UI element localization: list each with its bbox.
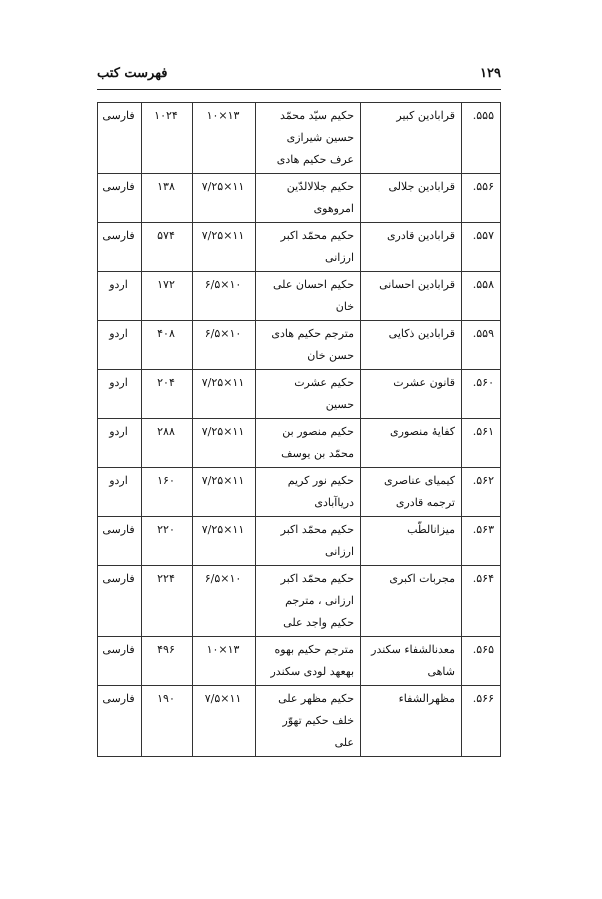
catalog-table: [97, 102, 501, 757]
book-author-cell: [256, 223, 361, 272]
book-size: ۱۱×۷/۲۵: [201, 376, 245, 389]
book-language: فارسی: [102, 109, 135, 122]
running-title: فهرست کتب: [97, 66, 168, 81]
book-author-line: عرف حکیم هادی: [276, 153, 354, 166]
book-title-cell: [361, 223, 462, 272]
book-title-line: کیمیای عناصری: [384, 474, 455, 487]
book-author-line: علی: [334, 736, 354, 749]
page-count: ۱۳۸: [157, 180, 175, 193]
book-language-cell: [98, 686, 142, 757]
table-row: [98, 321, 501, 370]
book-title-cell: [361, 174, 462, 223]
entry-number-cell: [462, 174, 501, 223]
book-language-cell: [98, 370, 142, 419]
entry-number: ۵۶۶.: [472, 692, 494, 705]
page-count: ۱۶۰: [157, 474, 175, 487]
book-size: ۱۱×۷/۲۵: [201, 180, 245, 193]
book-author-cell: [256, 637, 361, 686]
book-author-line: حکیم جلالالدّین: [286, 180, 354, 193]
book-title-line: میزانالطّب: [407, 523, 455, 536]
book-size-cell: [193, 174, 256, 223]
book-author-line: حسین: [325, 398, 354, 411]
page-count-cell: [142, 272, 193, 321]
table-row: [98, 566, 501, 637]
entry-number: ۵۶۳.: [472, 523, 494, 536]
book-author-line: حکیم عشرت: [294, 376, 354, 389]
book-author-cell: [256, 370, 361, 419]
book-title-line: شاهی: [427, 665, 455, 678]
entry-number: ۵۶۵.: [472, 643, 494, 656]
book-language: فارسی: [102, 692, 135, 705]
book-size: ۱۰×۶/۵: [204, 572, 242, 585]
book-language: فارسی: [102, 229, 135, 242]
page-count: ۲۲۴: [157, 572, 175, 585]
book-size-cell: [193, 419, 256, 468]
book-author-line: ارزانی: [325, 251, 354, 264]
table-row: [98, 637, 501, 686]
book-language-cell: [98, 637, 142, 686]
entry-number: ۵۵۶.: [472, 180, 494, 193]
book-author-cell: [256, 517, 361, 566]
page-count-cell: [142, 566, 193, 637]
book-title-line: قرابادین احسانی: [379, 278, 455, 291]
book-author-line: حکیم نور کریم: [287, 474, 354, 487]
book-size-cell: [193, 686, 256, 757]
book-size: ۱۰×۶/۵: [204, 327, 242, 340]
page-count: ۴۰۸: [157, 327, 175, 340]
book-language-cell: [98, 419, 142, 468]
page-count-cell: [142, 686, 193, 757]
book-size: ۱۰×۶/۵: [204, 278, 242, 291]
book-size-cell: [193, 370, 256, 419]
book-author-line: خان: [335, 300, 354, 313]
book-author-line: حکیم واجد علی: [283, 616, 354, 629]
book-author-cell: [256, 321, 361, 370]
page-count-cell: [142, 174, 193, 223]
book-title-cell: [361, 272, 462, 321]
table-row: [98, 103, 501, 174]
book-size: ۱۱×۷/۲۵: [201, 523, 245, 536]
page-count-cell: [142, 517, 193, 566]
book-title-cell: [361, 321, 462, 370]
entry-number-cell: [462, 468, 501, 517]
page-count: ۲۲۰: [157, 523, 175, 536]
book-title-cell: [361, 103, 462, 174]
table-row: [98, 468, 501, 517]
book-title-line: قانون عشرت: [393, 376, 455, 389]
entry-number-cell: [462, 637, 501, 686]
book-author-line: حکیم محمّد اکبر: [280, 229, 354, 242]
book-author-cell: [256, 686, 361, 757]
book-size-cell: [193, 272, 256, 321]
book-language-cell: [98, 103, 142, 174]
book-language-cell: [98, 566, 142, 637]
book-title-line: کفایهٔ منصوری: [390, 425, 455, 438]
book-language-cell: [98, 517, 142, 566]
table-row: [98, 174, 501, 223]
book-author-line: امروهوی: [313, 202, 354, 215]
page-count-cell: [142, 419, 193, 468]
entry-number: ۵۶۲.: [472, 474, 494, 487]
entry-number-cell: [462, 321, 501, 370]
book-size: ۱۱×۷/۲۵: [201, 474, 245, 487]
book-title-cell: [361, 637, 462, 686]
book-author-line: حکیم سیّد محمّد: [280, 109, 354, 122]
book-size: ۱۳×۱۰: [206, 643, 240, 656]
page-count: ۲۰۴: [157, 376, 175, 389]
book-size: ۱۱×۷/۲۵: [201, 229, 245, 242]
book-size-cell: [193, 517, 256, 566]
entry-number: ۵۵۹.: [472, 327, 494, 340]
book-author-cell: [256, 419, 361, 468]
page-header: [97, 66, 501, 86]
book-size: ۱۱×۷/۵: [204, 692, 242, 705]
table-row: [98, 370, 501, 419]
page-count-cell: [142, 103, 193, 174]
book-author-line: حکیم احسان علی: [273, 278, 354, 291]
page-count: ۴۹۶: [157, 643, 175, 656]
book-size-cell: [193, 321, 256, 370]
page-count: ۵۷۴: [157, 229, 175, 242]
book-language: اردو: [109, 376, 128, 389]
book-author-line: حکیم محمّد اکبر: [280, 572, 354, 585]
book-language-cell: [98, 272, 142, 321]
book-title-cell: [361, 686, 462, 757]
book-title-line: معدنالشفاء سکندر: [371, 643, 455, 656]
page-count-cell: [142, 468, 193, 517]
table-row: [98, 272, 501, 321]
book-size-cell: [193, 468, 256, 517]
entry-number: ۵۵۷.: [472, 229, 494, 242]
book-author-line: مترجم حکیم بهوه: [274, 643, 354, 656]
table-row: [98, 223, 501, 272]
book-title-cell: [361, 468, 462, 517]
book-language: فارسی: [102, 180, 135, 193]
book-language: اردو: [109, 425, 128, 438]
book-author-line: بهعهد لودی سکندر: [270, 665, 354, 678]
book-title-cell: [361, 517, 462, 566]
catalog-rows: [98, 103, 501, 757]
book-title-line: قرابادین قادری: [386, 229, 455, 242]
book-author-line: ارزانی: [325, 545, 354, 558]
entry-number-cell: [462, 223, 501, 272]
book-language: فارسی: [102, 643, 135, 656]
page-count-cell: [142, 637, 193, 686]
book-author-line: حکیم منصور بن: [282, 425, 354, 438]
book-language-cell: [98, 321, 142, 370]
entry-number-cell: [462, 272, 501, 321]
book-size-cell: [193, 637, 256, 686]
book-author-line: حسین شیرازی: [286, 131, 354, 144]
book-author-line: مترجم حکیم هادی: [271, 327, 354, 340]
page-count: ۱۷۲: [157, 278, 175, 291]
entry-number: ۵۵۸.: [472, 278, 494, 291]
page-count-cell: [142, 370, 193, 419]
entry-number-cell: [462, 419, 501, 468]
table-row: [98, 517, 501, 566]
entry-number-cell: [462, 566, 501, 637]
entry-number-cell: [462, 370, 501, 419]
book-size-cell: [193, 103, 256, 174]
book-language: فارسی: [102, 572, 135, 585]
page-count: ۲۸۸: [157, 425, 175, 438]
book-author-cell: [256, 566, 361, 637]
book-language: اردو: [109, 327, 128, 340]
entry-number: ۵۵۵.: [472, 109, 494, 122]
book-title-line: قرابادین جلالی: [388, 180, 455, 193]
book-author-cell: [256, 272, 361, 321]
book-language: اردو: [109, 278, 128, 291]
book-author-line: حسن خان: [307, 349, 354, 362]
header-rule: [97, 89, 501, 90]
entry-number-cell: [462, 517, 501, 566]
book-author-line: خلف حکیم تهوّر: [282, 714, 354, 727]
book-language-cell: [98, 468, 142, 517]
table-row: [98, 419, 501, 468]
book-author-line: حکیم مظهر علی: [278, 692, 354, 705]
page-count: ۱۹۰: [157, 692, 175, 705]
book-author-line: ارزانی ، مترجم: [285, 594, 354, 607]
entry-number: ۵۶۱.: [472, 425, 494, 438]
book-size: ۱۱×۷/۲۵: [201, 425, 245, 438]
book-language-cell: [98, 223, 142, 272]
book-title-cell: [361, 419, 462, 468]
book-language-cell: [98, 174, 142, 223]
book-title-line: قرابادین ذکایی: [388, 327, 455, 340]
book-author-line: حکیم محمّد اکبر: [280, 523, 354, 536]
book-author-line: دریاآبادی: [314, 496, 354, 509]
book-author-cell: [256, 103, 361, 174]
page-count-cell: [142, 223, 193, 272]
book-author-cell: [256, 468, 361, 517]
book-size-cell: [193, 566, 256, 637]
book-title-cell: [361, 566, 462, 637]
book-title-line: مظهرالشفاء: [398, 692, 455, 705]
book-language: فارسی: [102, 523, 135, 536]
entry-number-cell: [462, 686, 501, 757]
book-title-line: قرابادین کبیر: [396, 109, 455, 122]
page-number: ۱۲۹: [480, 66, 501, 81]
book-title-line: ترجمه قادری: [395, 496, 455, 509]
entry-number-cell: [462, 103, 501, 174]
book-author-line: محمّد بن یوسف: [281, 447, 354, 460]
book-language: اردو: [109, 474, 128, 487]
book-title-cell: [361, 370, 462, 419]
book-title-line: مجربات اکبری: [389, 572, 455, 585]
table-row: [98, 686, 501, 757]
page-count: ۱۰۲۴: [154, 109, 178, 122]
page-count-cell: [142, 321, 193, 370]
entry-number: ۵۶۰.: [472, 376, 494, 389]
book-size-cell: [193, 223, 256, 272]
book-size: ۱۳×۱۰: [206, 109, 240, 122]
book-author-cell: [256, 174, 361, 223]
entry-number: ۵۶۴.: [472, 572, 494, 585]
